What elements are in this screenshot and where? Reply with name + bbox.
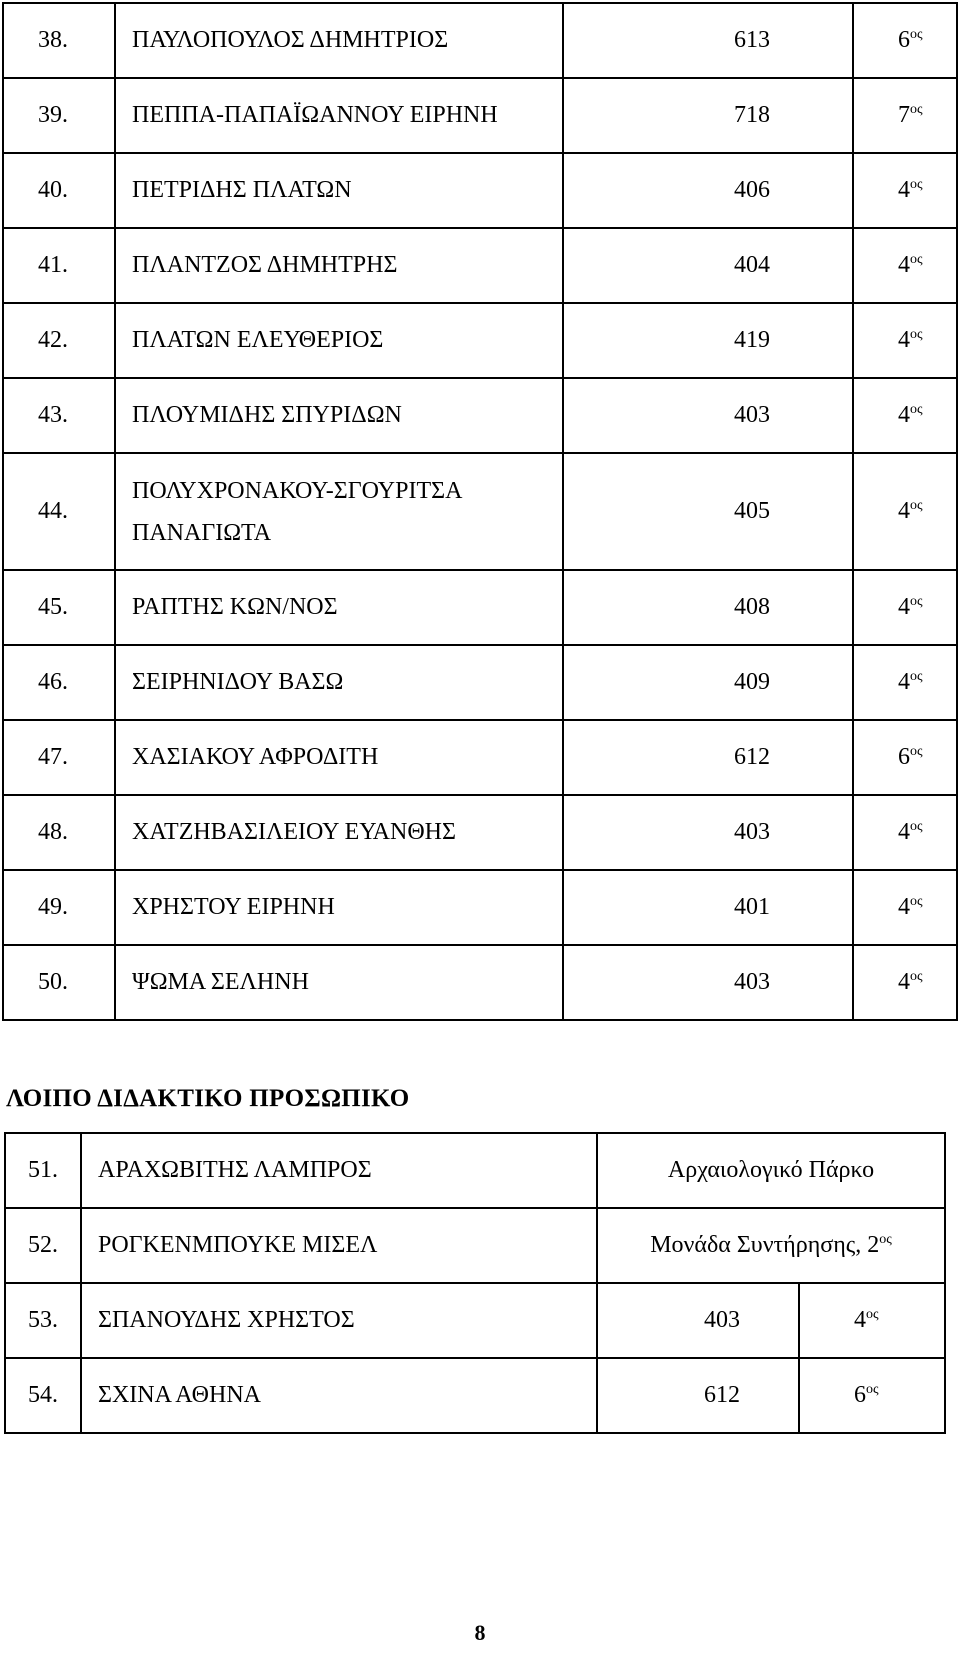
room-number: 403 [563,795,853,870]
room-number: 613 [563,3,853,78]
room-number: 718 [563,78,853,153]
row-number: 50. [3,945,115,1020]
staff-name: ΧΡΗΣΤΟΥ ΕΙΡΗΝΗ [115,870,563,945]
table-row [3,3,957,78]
room-number: 403 [597,1283,799,1358]
floor: $4^{o\varsigma}$ [853,795,957,870]
location: Αρχαιολογικό Πάρκο [597,1133,945,1208]
staff-name-line-2: ΠΑΝΑΓΙΩΤΑ [132,519,272,546]
staff-name: ΠΕΤΡΙΔΗΣ ΠΛΑΤΩΝ [115,153,563,228]
row-number: 51. [5,1133,81,1208]
location: Μονάδα Συντήρησης, $2^{o\varsigma}$ [597,1208,945,1283]
table-row [3,453,957,570]
staff-name: ΠΛΑΝΤΖΟΣ ΔΗΜΗΤΡΗΣ [115,228,563,303]
floor: $6^{o\varsigma}$ [853,3,957,78]
staff-name: ΠΕΠΠΑ-ΠΑΠΑΪΩΑΝΝΟΥ ΕΙΡΗΝΗ [115,78,563,153]
page-number: 8 [474,1620,486,1645]
table-row [3,720,957,795]
room-number: 403 [563,945,853,1020]
floor: $7^{o\varsigma}$ [853,78,957,153]
staff-name: ΣΠΑΝΟΥΔΗΣ ΧΡΗΣΤΟΣ [81,1283,597,1358]
row-number: 46. [3,645,115,720]
floor: $4^{o\varsigma}$ [853,378,957,453]
staff-table-2 [4,1132,946,1434]
staff-name [115,453,563,570]
section-heading: ΛΟΙΠΟ ΔΙΔΑΚΤΙΚΟ ΠΡΟΣΩΠΙΚΟ [6,1085,410,1112]
staff-name: ΣΕΙΡΗΝΙΔΟΥ ΒΑΣΩ [115,645,563,720]
staff-name-line-1: ΠΟΛΥΧΡΟΝΑΚΟΥ-ΣΓΟΥΡΙΤΣΑ [132,477,463,504]
floor: $4^{o\varsigma}$ [853,453,957,570]
row-number: 49. [3,870,115,945]
floor: $6^{o\varsigma}$ [799,1358,945,1433]
table-row [3,228,957,303]
floor: $4^{o\varsigma}$ [799,1283,945,1358]
staff-name: ΡΟΓΚΕΝΜΠΟΥΚΕ ΜΙΣΕΛ [81,1208,597,1283]
table-row [3,645,957,720]
table-row [3,945,957,1020]
row-number: 52. [5,1208,81,1283]
staff-name: ΠΛΟΥΜΙΔΗΣ ΣΠΥΡΙΔΩΝ [115,378,563,453]
room-number: 406 [563,153,853,228]
row-number: 38. [3,3,115,78]
staff-name: ΑΡΑΧΩΒΙΤΗΣ ΛΑΜΠΡΟΣ [81,1133,597,1208]
table-row [3,795,957,870]
table-row [3,78,957,153]
staff-name: ΡΑΠΤΗΣ ΚΩΝ/ΝΟΣ [115,570,563,645]
room-number: 408 [563,570,853,645]
room-number: 401 [563,870,853,945]
row-number: 43. [3,378,115,453]
table-row [3,570,957,645]
table-row [5,1358,945,1433]
row-number: 53. [5,1283,81,1358]
table-row [3,870,957,945]
row-number: 39. [3,78,115,153]
table-row [5,1133,945,1208]
room-number: 403 [563,378,853,453]
floor: $4^{o\varsigma}$ [853,153,957,228]
table-row [5,1283,945,1358]
table-row [5,1208,945,1283]
table-row [3,153,957,228]
table-row [3,378,957,453]
room-number: 404 [563,228,853,303]
floor: $4^{o\varsigma}$ [853,303,957,378]
floor: $4^{o\varsigma}$ [853,228,957,303]
floor: $4^{o\varsigma}$ [853,570,957,645]
row-number: 47. [3,720,115,795]
row-number: 42. [3,303,115,378]
staff-table-1 [2,2,958,1021]
staff-name: ΠΑΥΛΟΠΟΥΛΟΣ ΔΗΜΗΤΡΙΟΣ [115,3,563,78]
row-number: 40. [3,153,115,228]
floor: $4^{o\varsigma}$ [853,870,957,945]
floor: $4^{o\varsigma}$ [853,645,957,720]
room-number: 419 [563,303,853,378]
row-number: 44. [3,453,115,570]
room-number: 612 [597,1358,799,1433]
row-number: 45. [3,570,115,645]
row-number: 54. [5,1358,81,1433]
staff-name: ΣΧΙΝΑ ΑΘΗΝΑ [81,1358,597,1433]
staff-name: ΠΛΑΤΩΝ ΕΛΕΥΘΕΡΙΟΣ [115,303,563,378]
row-number: 48. [3,795,115,870]
floor: $4^{o\varsigma}$ [853,945,957,1020]
staff-name: ΨΩΜΑ ΣΕΛΗΝΗ [115,945,563,1020]
table-row [3,303,957,378]
staff-name: ΧΑΣΙΑΚΟΥ ΑΦΡΟΔΙΤΗ [115,720,563,795]
row-number: 41. [3,228,115,303]
room-number: 405 [563,453,853,570]
staff-name: ΧΑΤΖΗΒΑΣΙΛΕΙΟΥ ΕΥΑΝΘΗΣ [115,795,563,870]
floor: $6^{o\varsigma}$ [853,720,957,795]
room-number: 612 [563,720,853,795]
room-number: 409 [563,645,853,720]
